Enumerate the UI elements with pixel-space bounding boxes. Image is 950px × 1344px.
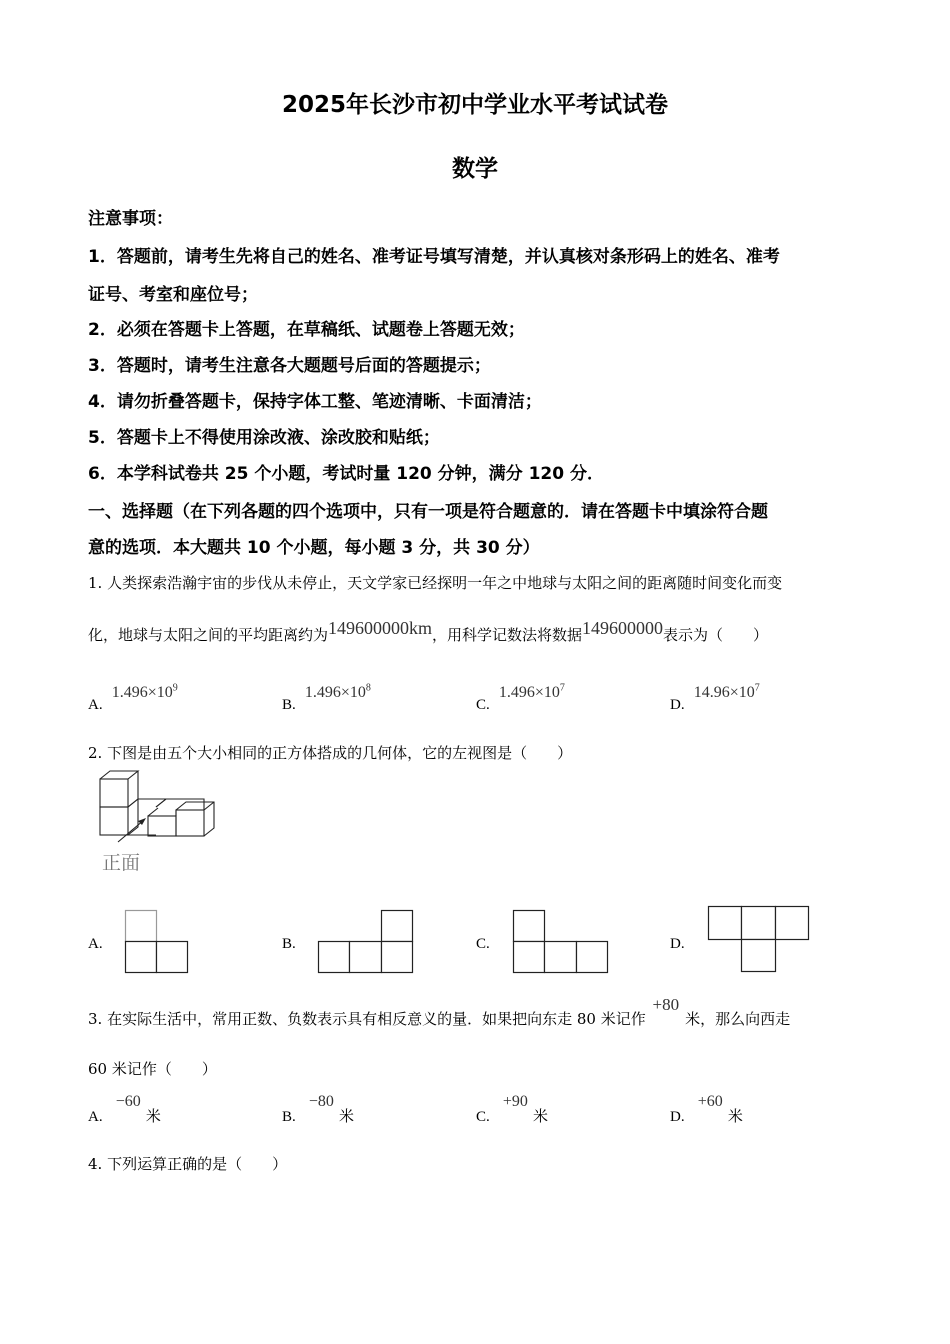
option-letter: D. [670,1109,685,1125]
option-value: 1.496×10 [304,684,366,701]
question-1-text-line2 [88,618,769,645]
option-value: −60 [115,1093,141,1110]
q1-text-b: ，用科学记数法将数据 [432,626,583,644]
q3-option-d[interactable] [670,1090,743,1125]
option-letter: C. [476,1109,490,1125]
section-heading: 一、选择题（在下列各题的四个选项中，只有一项是符合题意的．请在答题卡中填涂符合题 [88,502,768,522]
question-3-text [88,995,791,1029]
option-exponent: 8 [365,682,371,694]
section-heading: 意的选项．本大题共 10 个小题，每小题 3 分，共 30 分） [88,538,540,558]
option-letter: D. [670,697,685,713]
front-label: 正面 [102,852,141,874]
option-value: +60 [697,1093,723,1110]
q1-text-a: 化，地球与太阳之间的平均距离约为 [88,626,329,644]
option-letter: A. [88,697,103,713]
option-exponent: 9 [172,682,178,694]
option-letter: B. [282,697,296,713]
q1-option-d[interactable] [670,682,760,713]
q1-option-a[interactable] [88,682,178,713]
q3-text-b: 米，那么向西走 [685,1010,791,1028]
q3-option-c[interactable] [476,1090,548,1125]
notice-item: 2．必须在答题卡上答题，在草稿纸、试题卷上答题无效； [88,320,525,340]
q2-option-b-figure[interactable] [318,910,414,973]
q2-option-a-figure[interactable] [125,910,189,973]
q2-option-c-figure[interactable] [513,910,609,973]
q1-number: 149600000 [582,618,664,638]
q3-east-value: +80 [652,995,680,1014]
notice-item: 3．答题时，请考生注意各大题题号后面的答题提示； [88,356,491,376]
option-letter: B. [282,1109,296,1125]
option-value: 1.496×10 [111,684,173,701]
q1-option-c[interactable] [476,682,565,713]
notice-item: 证号、考室和座位号； [88,285,258,305]
q2-option-b-label[interactable]: B. [282,936,296,952]
notice-item: 5．答题卡上不得使用涂改液、涂改胶和贴纸； [88,428,440,448]
option-unit: 米 [727,1107,743,1125]
exam-title: 2025年长沙市初中学业水平考试试卷 [281,92,668,118]
notice-heading: 注意事项： [88,209,173,229]
q2-option-c-label[interactable]: C. [476,936,490,952]
option-letter: A. [88,1109,103,1125]
q2-option-d-label[interactable]: D. [670,936,685,952]
q3-text-a: 3. 在实际生活中，常用正数、负数表示具有相反意义的量．如果把向东走 80 米记作 [88,1010,646,1028]
cube-solid-figure [96,770,216,842]
option-unit: 米 [338,1107,354,1125]
option-value: 1.496×10 [498,684,560,701]
q3-option-b[interactable] [282,1090,354,1125]
option-unit: 米 [145,1107,161,1125]
option-exponent: 7 [754,682,760,694]
option-unit: 米 [532,1107,548,1125]
notice-item: 1．答题前，请考生先将自己的姓名、准考证号填写清楚，并认真核对条形码上的姓名、准考 [88,247,780,267]
question-3-text-line2: 60 米记作（ ） [88,1060,217,1078]
notice-item: 4．请勿折叠答题卡，保持字体工整、笔迹清晰、卡面清洁； [88,392,542,412]
subject-title: 数学 [452,156,498,182]
question-4-text: 4. 下列运算正确的是（ ） [88,1155,288,1173]
question-1-text: 1. 人类探索浩瀚宇宙的步伐从未停止，天文学家已经探明一年之中地球与太阳之间的距离随时间变化而变 [88,574,783,592]
q1-text-c: 表示为（ ） [663,626,769,644]
option-exponent: 7 [559,682,565,694]
notice-item: 6．本学科试卷共 25 个小题，考试时量 120 分钟，满分 120 分． [88,464,604,484]
q2-option-d-figure[interactable] [708,906,810,973]
option-letter: C. [476,697,490,713]
option-value: +90 [502,1093,528,1110]
option-value: −80 [308,1093,334,1110]
option-value: 14.96×10 [693,684,755,701]
q1-option-b[interactable] [282,682,371,713]
q3-option-a[interactable] [88,1090,161,1125]
question-2-text: 2. 下图是由五个大小相同的正方体搭成的几何体，它的左视图是（ ） [88,744,573,762]
q1-distance: 149600000km [328,618,433,638]
q2-option-a-label[interactable]: A. [88,936,103,952]
